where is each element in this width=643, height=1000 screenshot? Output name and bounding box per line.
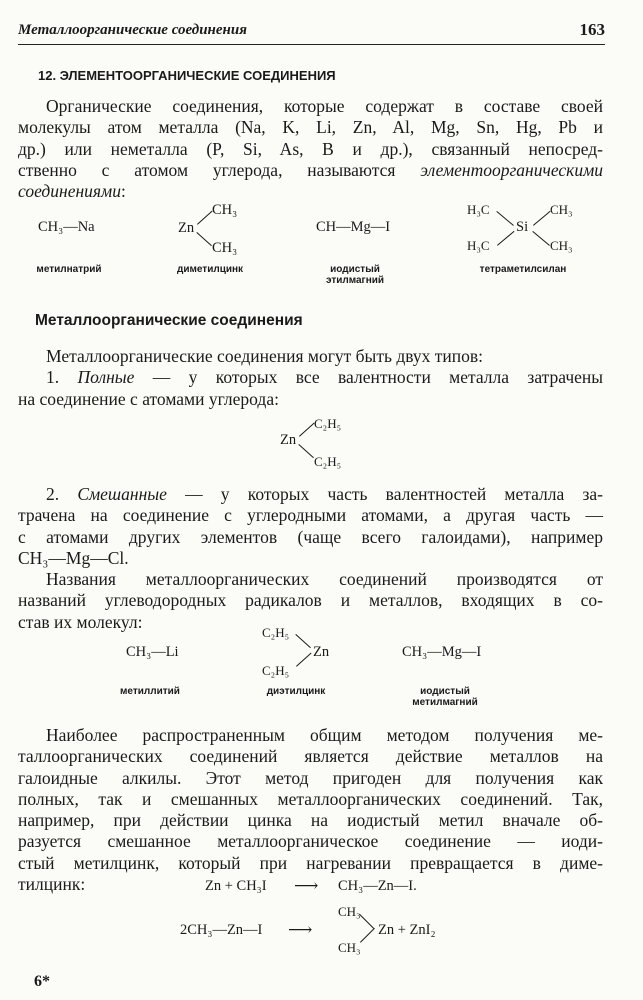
group-ch3-bottom: CH₃ (338, 940, 361, 955)
page-number: 163 (579, 20, 605, 39)
intro-paragraph (18, 96, 603, 202)
bond-line (298, 444, 314, 458)
formula-methylmagnesium-iodide: CH₃—Mg—I (402, 644, 482, 660)
section-heading: 12. ЭЛЕМЕНТООРГАНИЧЕСКИЕ СОЕДИНЕНИЯ (38, 68, 336, 83)
text-line: CH₃—Mg—Cl. (18, 547, 129, 568)
bond-line (360, 928, 375, 943)
bond-line (533, 211, 550, 226)
running-title: Металлоорганические соединения (18, 22, 247, 38)
bond-line (496, 211, 513, 226)
caption-iodide-line2: метилмагний (412, 697, 478, 708)
term-compounds: соединениями (18, 181, 121, 202)
caption-diethylzinc: диэтилцинк (266, 686, 326, 697)
reaction-arrow-icon: ⟶ (288, 920, 313, 939)
text-line: Названия металлоорганических соединений производятся от (46, 569, 603, 590)
group-c2h5-bottom: C₂H₅ (314, 454, 342, 469)
formula-methyllithium: CH₃—Li (126, 644, 179, 660)
caption-dimethylzinc: диметилцинк (176, 264, 244, 275)
signature-mark: 6* (34, 973, 50, 990)
caption-iodide-line1: иодистый (330, 264, 380, 275)
reaction2-reactant: 2CH₃—Zn—I (180, 922, 263, 938)
types-paragraph (18, 346, 603, 410)
text-line: став их молекул: (18, 611, 143, 632)
group-h3c-top-left: H₃C (467, 202, 490, 217)
group-ch3-bottom: CH₃ (212, 240, 238, 256)
text-line: молекулы атом металла (Na, K, Li, Zn, Al, Mg, Sn, Hg, Pb и (18, 117, 603, 138)
group-c2h5-bottom: C₂H₅ (262, 663, 290, 678)
reaction1-reactants: Zn + CH₃I (205, 878, 267, 894)
text-line: тилцинк: (18, 874, 86, 895)
text-line: названий углеводородных радикалов и металлов, входящих в со- (18, 590, 603, 611)
atom-si: Si (516, 219, 529, 235)
formula-ethylmagnesium-iodide: CH—Mg—I (316, 219, 391, 235)
group-ch3-top: CH₃ (338, 904, 361, 919)
text-line: соединениями: (18, 181, 126, 202)
group-h3c-bottom-left: H₃C (467, 238, 490, 253)
text-line: Металлоорганические соединения могут быть двух типов: (46, 346, 484, 366)
text-line: разуется смешанное металлоорганическое соединение — иоди- (18, 831, 603, 852)
bond-line (295, 634, 311, 648)
bond-line (497, 231, 514, 246)
group-c2h5-top: C₂H₅ (262, 625, 290, 640)
reaction-arrow-icon: ⟶ (294, 876, 319, 895)
bond-line (197, 211, 213, 225)
term-elementoorganic: элементоорганическими (420, 159, 603, 180)
bond-line (196, 232, 212, 246)
caption-methyllithium: метиллитий (120, 686, 180, 697)
caption-iodide-line2: этилмагний (325, 275, 385, 286)
bond-line (532, 231, 549, 246)
atom-zn: Zn (280, 432, 297, 448)
text-line: галоидные алкилы. Этот метод пригоден для получения как (18, 767, 603, 788)
group-ch3-bottom-right: CH₃ (550, 238, 573, 253)
text-line: 1. Полные — у которых все валентности металла затрачены (46, 367, 604, 388)
term-mixed: Смешанные (77, 484, 167, 504)
atom-zn: Zn (313, 644, 330, 660)
text-line: трачена на соединение с углеродными атомами, а другая часть — (18, 505, 603, 526)
text-line: таллоорганических соединений является действие металлов на (18, 746, 603, 767)
text-line: полных, так и смешанных металлоорганических соединений. Так, (18, 788, 603, 809)
text-line: на соединение с атомами углерода: (18, 388, 279, 409)
bond-line (296, 653, 312, 667)
group-ch3-top: CH₃ (212, 202, 238, 218)
text-line: с атомами других элементов (чаще всего галоидами), например (18, 526, 603, 547)
caption-methylsodium: метилнатрий (36, 264, 102, 275)
text-line: стый метилцинк, который при нагревании превращается в диме- (18, 852, 603, 873)
group-ch3-top-right: CH₃ (550, 202, 573, 217)
bond-line (359, 914, 374, 929)
text-line: ственно с атомом углерода, называются элементоорганическими (18, 159, 603, 180)
mixed-paragraph (18, 484, 603, 633)
subsection-heading: Металлоорганические соединения (35, 312, 303, 329)
reaction2-products: Zn + ZnI₂ (378, 922, 436, 938)
running-header (18, 20, 605, 45)
text-line: например, при действии цинка на иодистый метил вначале об- (18, 810, 603, 831)
group-c2h5-top: C₂H₅ (314, 416, 342, 431)
text-line: Наиболее распространенным общим методом получения ме- (46, 725, 603, 745)
text-line: 2. Смешанные — у которых часть валентностей металла за- (46, 484, 604, 504)
reaction1-product: CH₃—Zn—I. (338, 878, 417, 894)
caption-tetramethylsilane: тетраметилсилан (479, 264, 567, 275)
method-paragraph (18, 725, 603, 895)
text-line: Органические соединения, которые содержат в составе своей (46, 96, 603, 116)
caption-iodide-line1: иодистый (420, 686, 470, 697)
atom-zn: Zn (178, 220, 195, 236)
term-full: Полные (77, 367, 135, 388)
bond-line (299, 423, 315, 437)
text-line: др.) или неметалла (P, Si, As, B и др.), связанный непосред- (18, 138, 603, 159)
formula-methylsodium: CH₃—Na (38, 219, 95, 235)
